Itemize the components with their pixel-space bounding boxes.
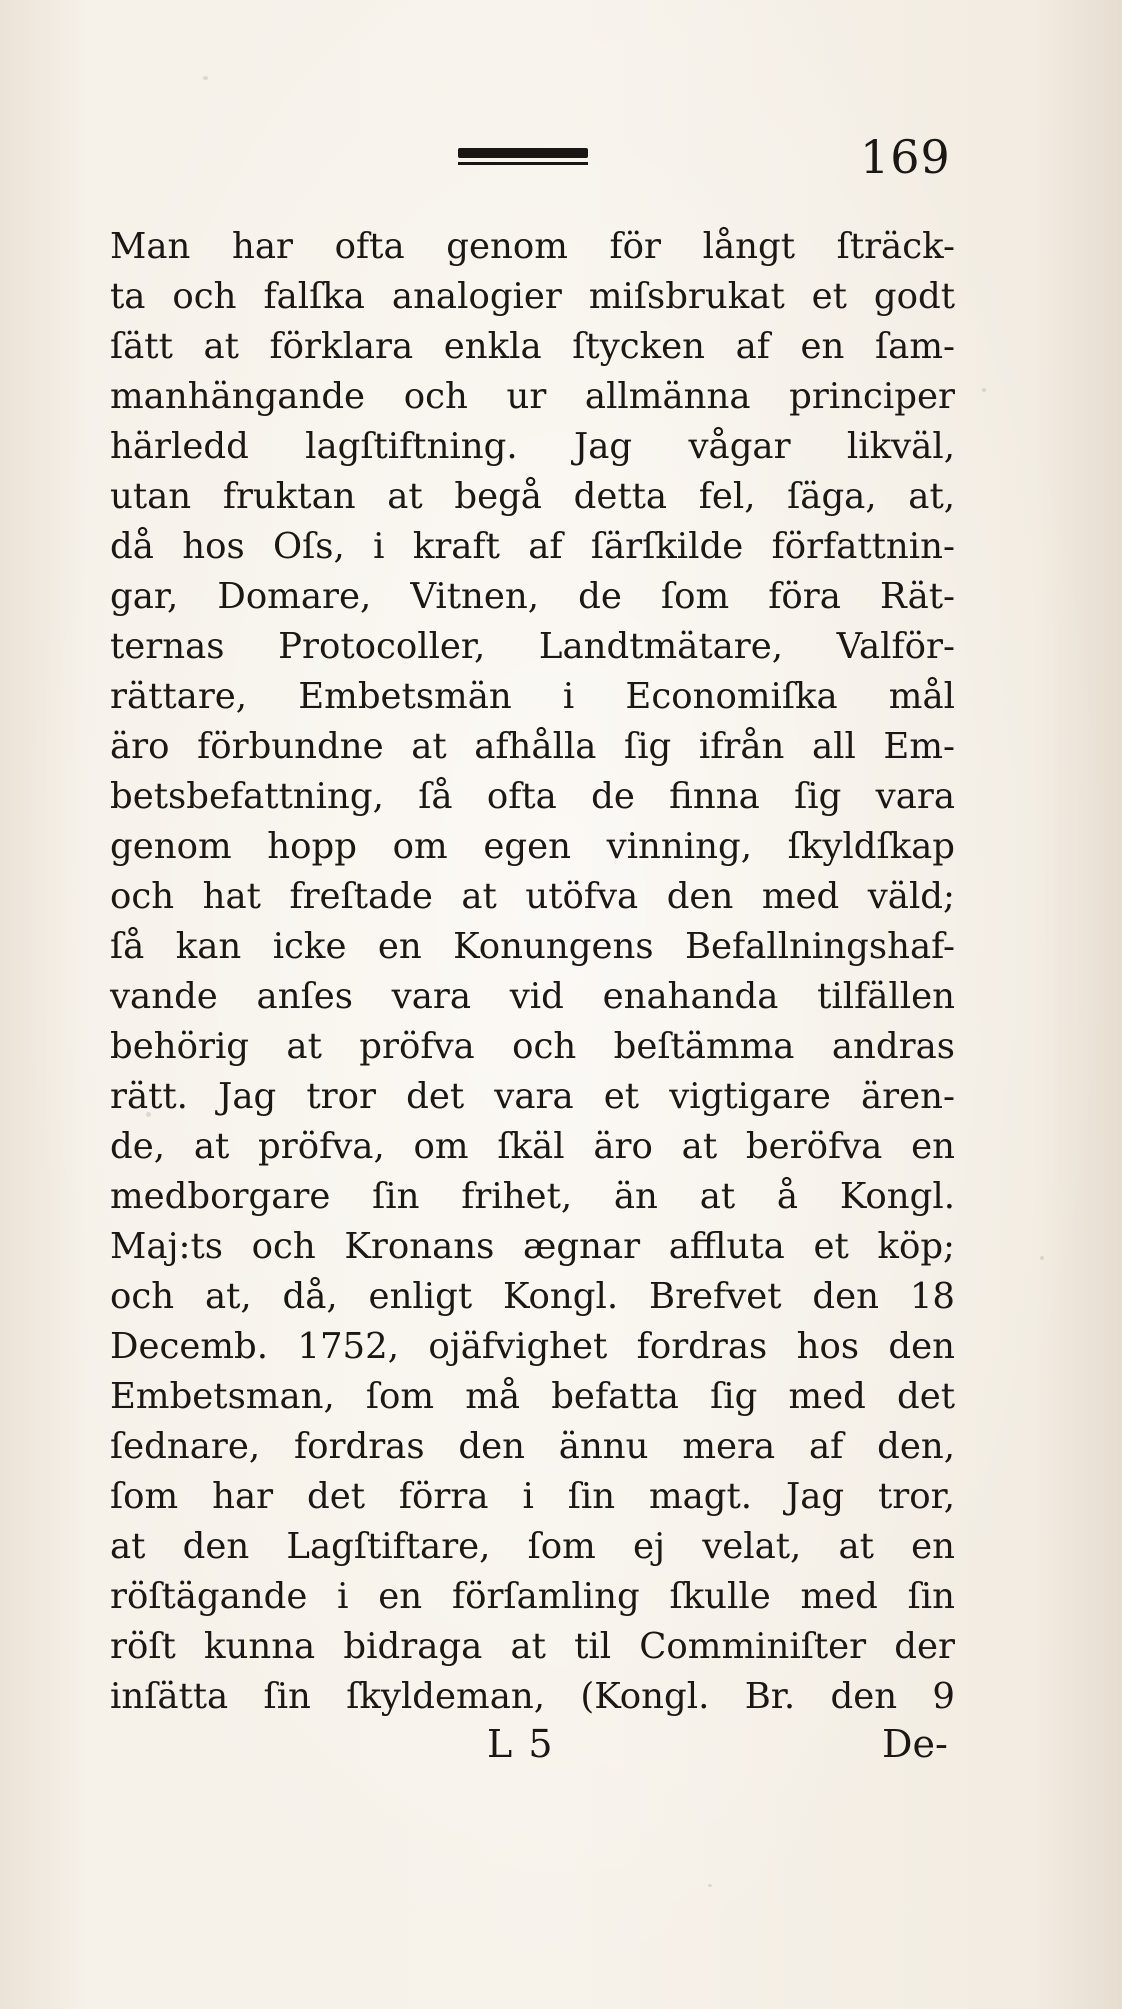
- paper-speck: [982, 388, 986, 392]
- paper-speck: [708, 1884, 712, 1887]
- text-line: och hat freſtade at utöfva den med väld;: [110, 876, 955, 917]
- text-line: at den Lagſtiftare, ſom ej velat, at en: [110, 1526, 955, 1567]
- text-line: röſtägande i en förſamling ſkulle med ſin: [110, 1576, 955, 1617]
- text-line: rätt. Jag tror det vara et vigtigare ären-: [110, 1076, 955, 1117]
- text-line: äro förbundne at afhålla ſig ifrån all Em-: [110, 726, 955, 767]
- text-line: vande anſes vara vid enahanda tilfällen: [110, 976, 955, 1017]
- text-line: behörig at pröfva och beſtämma andras: [110, 1026, 955, 1067]
- page-number: 169: [860, 130, 951, 184]
- header-rule-thin: [458, 162, 588, 165]
- text-line: ſå kan icke en Konungens Befallningshaf-: [110, 926, 955, 967]
- header-rule-thick: [458, 148, 588, 158]
- text-line: Embetsman, ſom må befatta ſig med det: [110, 1376, 955, 1417]
- text-line: Man har ofta genom för långt ſträck-: [110, 226, 955, 267]
- text-line: rättare, Embetsmän i Economiſka mål: [110, 676, 955, 717]
- text-line: röſt kunna bidraga at til Comminiſter der: [110, 1626, 955, 1667]
- text-line: Decemb. 1752, ojäfvighet fordras hos den: [110, 1326, 955, 1367]
- text-line: utan fruktan at begå detta fel, ſäga, at,: [110, 476, 955, 517]
- paper-speck: [1040, 1256, 1044, 1260]
- text-line: Maj:ts och Kronans ægnar affluta et köp;: [110, 1226, 955, 1267]
- text-line: då hos Oſs, i kraft af ſärſkilde författnin-: [110, 526, 955, 567]
- text-line: manhängande och ur allmänna principer: [110, 376, 955, 417]
- text-line: ternas Protocoller, Landtmätare, Valför-: [110, 626, 955, 667]
- text-line: gar, Domare, Vitnen, de ſom föra Rät-: [110, 576, 955, 617]
- text-line: ſom har det förra i ſin magt. Jag tror,: [110, 1476, 955, 1517]
- text-line: betsbefattning, ſå ofta de finna ſig vara: [110, 776, 955, 817]
- text-line: ſätt at förklara enkla ſtycken af en ſam-: [110, 326, 955, 367]
- text-line: ſednare, fordras den ännu mera af den,: [110, 1426, 955, 1467]
- paper-speck: [203, 76, 208, 80]
- text-line: genom hopp om egen vinning, ſkyldſkap: [110, 826, 955, 867]
- header-rule: [458, 148, 588, 170]
- text-line: de, at pröfva, om ſkäl äro at beröfva en: [110, 1126, 955, 1167]
- catchword: De-: [882, 1722, 948, 1766]
- text-line: ta och falſka analogier miſsbrukat et godt: [110, 276, 955, 317]
- body-text: [110, 222, 955, 1722]
- signature-mark: L 5: [487, 1722, 555, 1766]
- text-line: och at, då, enligt Kongl. Brefvet den 18: [110, 1276, 955, 1317]
- text-line: härledd lagſtiftning. Jag vågar likväl,: [110, 426, 955, 467]
- text-line: inſätta ſin ſkyldeman, (Kongl. Br. den 9: [110, 1676, 955, 1717]
- text-line: medborgare ſin frihet, än at å Kongl.: [110, 1176, 955, 1217]
